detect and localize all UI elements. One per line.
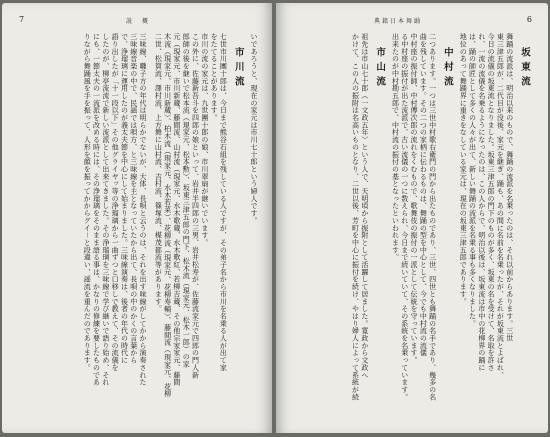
section-heading-bando: 坂東流 (519, 47, 530, 91)
text-column: 市川の流の家元は、九世團十郎の娘、市川翠扇が継いでいます。 (200, 33, 209, 247)
text-column: 曲を残しています。その二つの家柄に伝わるものは、舞踊の型を中心として、今でも中村流の流儀 (419, 33, 428, 357)
text-column: 二つあります。一つは三世中村歌右衛門の門から出たものであり、三世、四世とも舞踊の名手であり、幾多の名 (428, 33, 437, 401)
text-column: 元（現家元、市川新蔵、藤間流、山村流（現家元、水木歌蔵、水木歌紅、若柳吉蔵、その他宗家家元、藤間 (172, 33, 181, 386)
text-column: したのが、柳亭流流で新しい流派として出来てきました。その浄瑠璃を三味線で学び継いで語り始め、それ (101, 33, 110, 386)
right-page (276, 3, 548, 433)
text-column: 舞踊の流派は、明治以来のもので、舞踊の流派を名乗ったのは、それ以前からあります。三世 (505, 33, 514, 342)
text-column: 中村座の振付師、中村傳次郎の流れをくむもので、歌舞伎の振付の一派として伝統を守っています。 (410, 33, 419, 364)
left-page-number: 7 (19, 15, 25, 24)
text-column: 郎師の後を継いで松本流（現家元、松本勲）、坂東三津五郎の門下、松木流（現家元、松木一郎）の家 (182, 33, 191, 368)
text-column: 今日の流儀の坂東流となりました。坂東三津五郎の門下のものが多く、坂東の名を受けて、名取を許さ (487, 33, 496, 372)
text-column: 東三津五郎が、二代目が没後、家元を継ぎ、踊も、あの間に名前を名乗ったが、それが坂東流とよばれ、 (496, 33, 505, 379)
text-column: りながら舞踊風を手を振って、人形を顔を振ってかからグイ－と段違い、謡流を重んだのであります。 (83, 33, 92, 372)
text-column: 二世、松賀流、澤村流、上方舞に山村流、吉村流、篠塚流、楳茂都流等があります。 (154, 33, 163, 313)
text-column: で、浄瑠璃に運用したのが義太夫節を中心にして始まりました。三味線演奏は、後者の年代の時代に (120, 33, 129, 364)
right-page-number: 6 (526, 15, 532, 24)
text-column: る中村座の振付が出た流派で、古い流儀の一つに数えられ、今日まで続いていて、その系統を名乗っています。 (400, 33, 409, 401)
text-column: 七世市川團十郎は、今日まで熊谷石組を残している人ですが、その弟子名から市川を名乗る人が出て家 (219, 33, 228, 372)
section-heading-nakamura: 中村流 (441, 47, 453, 91)
section-heading-ichikawa: 市川流 (232, 47, 244, 91)
left-page-body (14, 33, 258, 403)
text-column: 祖先は市山七十郎（一文政五年）という人で、天明頃から振附として活躍して居ました。寛政から文政へ (360, 33, 369, 379)
text-column: 木流（現家元、市川新蔵）、柏木流（現家元、水木若菜）、花柳流（現家元、花柳寿輔）、藤間流（現家元、花柳 (163, 33, 172, 398)
section-heading-ichiyama: 市山流 (374, 47, 386, 91)
left-page (2, 3, 272, 433)
right-running-title: 典籍日本舞踊 (374, 18, 423, 25)
text-column: かけて、この人の振附は名高いものとなり、二世以後、芳町を中心に振付を続け、やはり婦人によって系統が続 (351, 33, 360, 401)
text-column: 語り出したが「十一段以下」その他グライヤッ等の浄瑠璃から一曲ずつと口移しで教えて、その流儀を (111, 33, 120, 372)
text-column: れ、一流の流儀を名乗るようになったのは、この人からで、明治以後は、坂東流は市中の花柳界の踊に (477, 33, 486, 372)
text-column: にも、一節太夫の一流派を改める時には、その浄瑠璃をそのまま語る事は、かなりの修練を要したものであ (92, 33, 101, 386)
text-column: 三味線音楽の中で、民謡では唄方、と三味線を主となっていたから出て、長唄の中のかくの言葉から (129, 33, 138, 364)
text-column: 地位のあって舞踊界に重きをなしている家元は、現在の坂東三津五郎であります。 (459, 33, 468, 305)
text-column: いであろうと、現在の家元は市川七十郎という婦人です。 (250, 33, 258, 225)
left-running-title: 説 概 (126, 18, 151, 25)
right-page-body (288, 33, 534, 403)
text-column: 三味線、囃子方の年代は明らかでないが、大体、長唄と云うのは、それを出す味線がしてかから演奏された (139, 33, 148, 386)
text-column: この外に、佐藤新吾斗を四郎の娘といって、岩井半四郎の三男、岩井松寿が、佐藤流家元で四郎の門人新 (191, 33, 200, 379)
text-column: 出来たのが中村勘五郎で、中村流の振付の基となったといわれます。 (391, 33, 400, 261)
text-column: は、踊の師匠として多くの人々が出て、新しい舞踊の流派を名乗る事も多くなりました。 (468, 33, 477, 327)
text-column: をたてることがあります。 (210, 33, 219, 122)
